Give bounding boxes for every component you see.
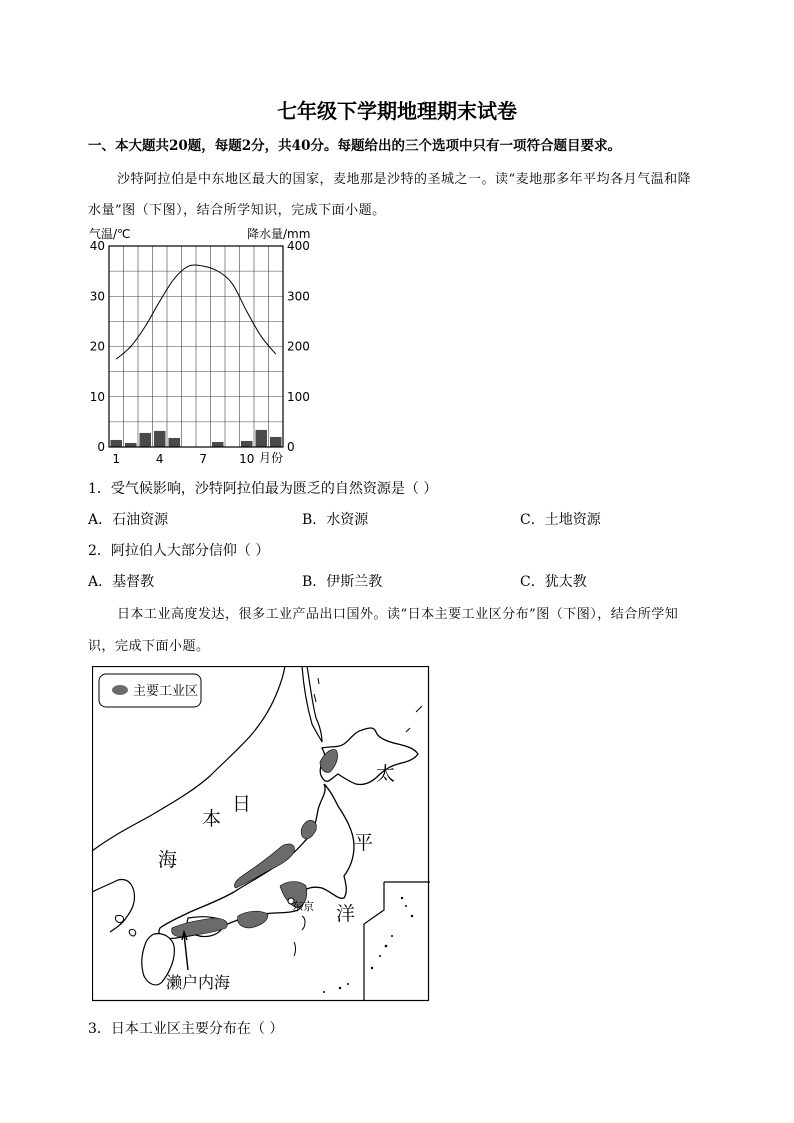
section-header: 一、本大题共20题，每题2分，共40分。每题给出的三个选项中只有一项符合题目要求。 [88, 138, 621, 154]
right-tick-label: 200 [287, 339, 310, 354]
q1-option-a[interactable]: A．石油资源 [88, 512, 169, 528]
japan-industry-map [92, 666, 430, 1002]
right-tick-label: 400 [287, 239, 310, 253]
x-tick-label: 4 [155, 452, 164, 466]
passage1-line2: 水量”图（下图），结合所学知识，完成下面小题。 [88, 203, 386, 218]
precip-bar [111, 440, 123, 447]
right-axis-label: 降水量/mm [247, 227, 311, 241]
sea-label-ben: 本 [202, 808, 222, 830]
question-stem: 日本工业区主要分布在（ ） [110, 1021, 284, 1037]
sea-label-ri: 日 [232, 793, 252, 815]
sea-label-hai: 海 [158, 849, 178, 871]
left-tick-label: 10 [89, 389, 105, 404]
left-tick-label: 30 [89, 289, 105, 304]
question-1 [88, 478, 437, 498]
tokyo-label: 东京 [292, 900, 314, 913]
right-tick-label: 0 [287, 440, 295, 454]
passage2-line1: 日本工业高度发达，很多工业产品出口国外。读“日本主要工业区分布”图（下图），结合所学知 [117, 607, 679, 622]
q1-option-c[interactable]: C．土地资源 [520, 512, 601, 528]
right-tick-label: 100 [287, 389, 310, 404]
left-tick-label: 40 [89, 239, 105, 253]
precip-bar [169, 438, 181, 447]
question-number: 2． [88, 543, 111, 559]
q2-option-b[interactable]: B．伊斯兰教 [302, 574, 383, 590]
question-number: 1． [88, 481, 111, 497]
left-tick-label: 0 [97, 440, 105, 454]
precip-bar [154, 431, 166, 447]
passage1-line1: 沙特阿拉伯是中东地区最大的国家，麦地那是沙特的圣城之一。读“麦地那多年平均各月气温和降 [117, 172, 692, 187]
q1-option-b[interactable]: B．水资源 [302, 512, 369, 528]
climate-chart [80, 222, 320, 468]
left-axis-label: 气温/℃ [89, 227, 131, 241]
page-title: 七年级下学期地理期末试卷 [277, 99, 517, 123]
right-tick-label: 300 [287, 289, 310, 304]
x-axis-label: 月份 [259, 451, 284, 465]
x-tick-label: 1 [112, 452, 121, 466]
precip-bar [125, 443, 137, 447]
precip-bar [212, 442, 224, 447]
chart-grid [109, 246, 283, 447]
ocean-label-tai: 太 [376, 763, 396, 785]
precip-bar [140, 433, 152, 447]
question-number: 3． [88, 1021, 111, 1037]
legend-swatch [112, 685, 128, 695]
question-2 [88, 540, 269, 560]
legend-label: 主要工业区 [133, 684, 199, 699]
q2-option-c[interactable]: C．犹太教 [520, 574, 587, 590]
ocean-label-ping: 平 [354, 832, 374, 854]
x-tick-label: 10 [239, 452, 255, 466]
left-tick-label: 20 [89, 339, 105, 354]
question-stem: 阿拉伯人大部分信仰（ ） [110, 543, 270, 559]
seto-label: 濑户内海 [166, 973, 231, 992]
precip-bar [256, 430, 268, 447]
precip-bar [241, 441, 253, 447]
ocean-label-yang: 洋 [336, 903, 356, 925]
question-stem: 受气候影响，沙特阿拉伯最为匮乏的自然资源是（ ） [110, 481, 438, 497]
q2-option-a[interactable]: A．基督教 [88, 574, 155, 590]
precip-bar [270, 437, 282, 447]
x-tick-label: 7 [199, 452, 208, 466]
passage2-line2: 识，完成下面小题。 [88, 639, 210, 654]
question-3 [88, 1018, 283, 1038]
